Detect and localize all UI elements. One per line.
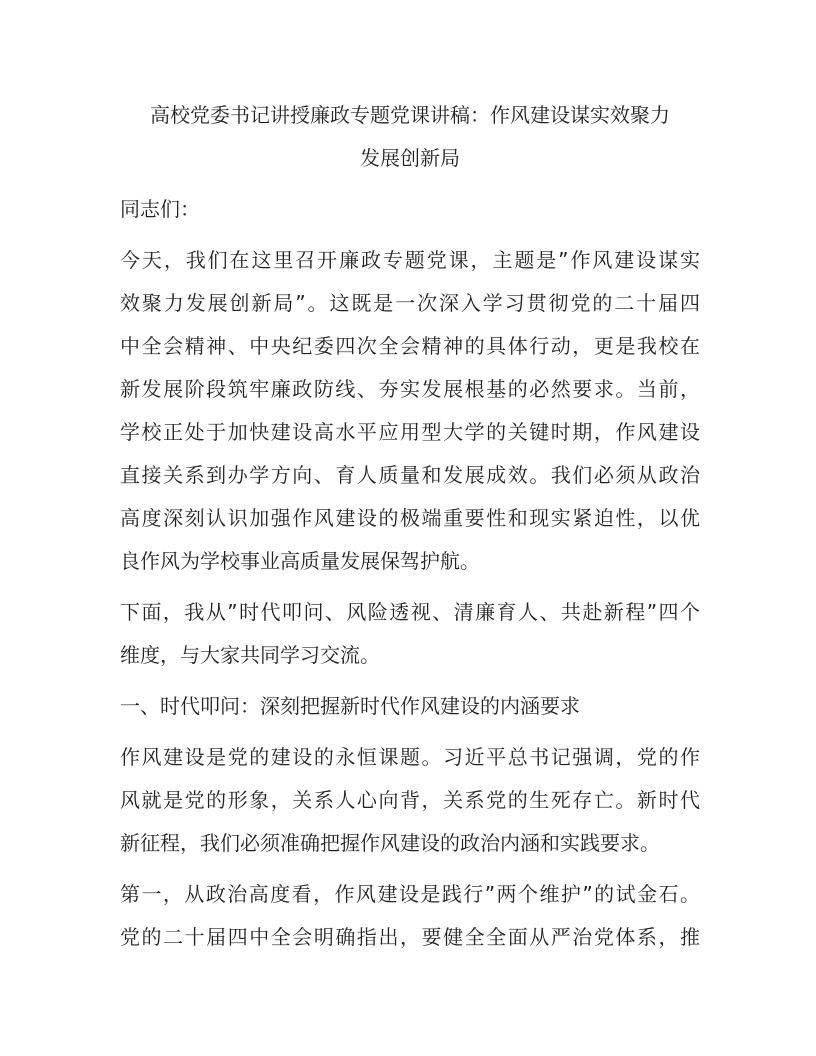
text-line: 维度，与大家共同学习交流。: [120, 643, 380, 667]
title-line: 高校党委书记讲授廉政专题党课讲稿：作风建设谋实效聚力: [150, 103, 670, 127]
text-line: 效聚力发展创新局”。这既是一次深入学习贯彻党的二十届四: [120, 291, 700, 315]
paragraph: [120, 239, 700, 583]
text-line: 良作风为学校事业高质量发展保驾护航。: [120, 549, 480, 573]
text-line: 作风建设是党的建设的永恒课题。习近平总书记强调，党的作: [120, 745, 700, 769]
paragraph: [120, 873, 700, 959]
text-line: 下面，我从”时代叩问、风险透视、清廉育人、共赴新程”四个: [120, 600, 700, 624]
text-line: 高度深刻认识加强作风建设的极端重要性和现实紧迫性，以优: [120, 506, 700, 530]
text-line: 中全会精神、中央纪委四次全会精神的具体行动，更是我校在: [120, 334, 700, 358]
document-title: [120, 94, 700, 180]
title-line: 发展创新局: [360, 146, 460, 170]
text-line: 新发展阶段筑牢廉政防线、夯实发展根基的必然要求。当前，: [120, 377, 700, 401]
text-line: 新征程，我们必须准确把握作风建设的政治内涵和实践要求。: [120, 831, 660, 855]
paragraph: [120, 736, 700, 865]
text-line: 同志们：: [120, 197, 200, 221]
text-line: 一、时代叩问：深刻把握新时代作风建设的内涵要求: [120, 694, 580, 718]
text-line: 学校正处于加快建设高水平应用型大学的关键时期，作风建设: [120, 420, 700, 444]
paragraph: [120, 685, 700, 728]
text-line: 今天，我们在这里召开廉政专题党课，主题是”作风建设谋实: [120, 248, 700, 272]
text-line: 直接关系到办学方向、育人质量和发展成效。我们必须从政治: [120, 463, 700, 487]
document-body: [120, 188, 700, 959]
paragraph: [120, 591, 700, 677]
text-line: 第一，从政治高度看，作风建设是践行”两个维护”的试金石。: [120, 882, 700, 906]
paragraph: [120, 188, 700, 231]
document-page: [120, 94, 700, 959]
text-line: 党的二十届四中全会明确指出，要健全全面从严治党体系，推: [120, 925, 700, 949]
text-line: 风就是党的形象，关系人心向背，关系党的生死存亡。新时代: [120, 788, 700, 812]
